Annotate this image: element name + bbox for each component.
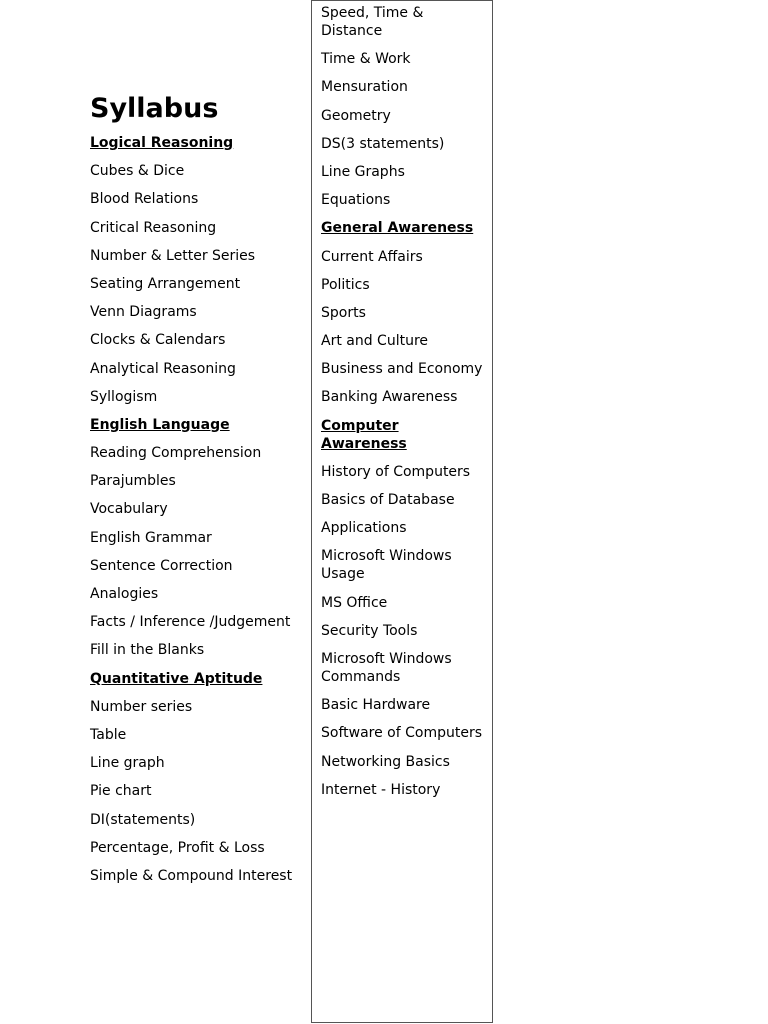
syllabus-topic: Basics of Database <box>321 492 455 508</box>
syllabus-left-column <box>90 88 305 895</box>
syllabus-topic: Microsoft Windows Commands <box>321 650 452 685</box>
syllabus-topic: DI(statements) <box>90 811 196 828</box>
syllabus-topic: Sports <box>321 304 366 321</box>
syllabus-topic: Current Affairs <box>321 248 423 265</box>
syllabus-topic: Parajumbles <box>90 473 176 490</box>
syllabus-topic: Simple & Compound Interest <box>90 867 293 884</box>
syllabus-topic: Venn Diagrams <box>90 304 197 321</box>
syllabus-topic: Software of Computers <box>321 725 482 742</box>
syllabus-topic: Internet - History <box>321 781 441 798</box>
syllabus-topic: Art and Culture <box>321 333 429 350</box>
syllabus-list-left <box>90 134 305 885</box>
syllabus-topic: History of Computers <box>321 463 471 480</box>
syllabus-topic: Business and Economy <box>321 361 483 378</box>
syllabus-right-column <box>311 0 493 1023</box>
section-heading: English Language <box>90 416 230 433</box>
syllabus-topic: Clocks & Calendars <box>90 332 226 349</box>
syllabus-topic: English Grammar <box>90 529 212 546</box>
syllabus-topic: Time & Work <box>321 51 411 68</box>
syllabus-topic: Microsoft Windows Usage <box>321 548 452 583</box>
syllabus-topic: Security Tools <box>321 622 418 639</box>
section-heading: Logical Reasoning <box>90 135 234 151</box>
syllabus-topic: Politics <box>321 276 370 293</box>
syllabus-topic: Geometry <box>321 107 391 124</box>
section-heading: Quantitative Aptitude <box>90 670 263 687</box>
syllabus-topic: Seating Arrangement <box>90 275 241 292</box>
syllabus-topic: DS(3 statements) <box>321 135 445 152</box>
syllabus-topic: Critical Reasoning <box>90 219 217 236</box>
syllabus-topic: Facts / Inference /Judgement <box>90 614 291 631</box>
syllabus-topic: Applications <box>321 520 407 537</box>
page-title: Syllabus <box>90 93 219 124</box>
syllabus-topic: Cubes & Dice <box>90 163 185 180</box>
syllabus-topic: Pie chart <box>90 783 152 800</box>
syllabus-topic: Equations <box>321 192 391 209</box>
syllabus-topic: Table <box>90 726 127 743</box>
syllabus-topic: Percentage, Profit & Loss <box>90 839 265 856</box>
syllabus-topic: Line graph <box>90 755 165 772</box>
section-heading: General Awareness <box>321 220 474 237</box>
syllabus-topic: Number & Letter Series <box>90 247 256 264</box>
syllabus-topic: Mensuration <box>321 79 408 96</box>
syllabus-topic: Fill in the Blanks <box>90 642 205 659</box>
syllabus-topic: Number series <box>90 698 193 715</box>
section-heading: Computer Awareness <box>321 417 407 452</box>
syllabus-topic: Vocabulary <box>90 501 168 518</box>
syllabus-topic: Speed, Time & Distance <box>321 5 424 39</box>
syllabus-topic: Analytical Reasoning <box>90 360 236 377</box>
syllabus-topic: Reading Comprehension <box>90 445 262 462</box>
syllabus-topic: Blood Relations <box>90 191 199 208</box>
syllabus-list-right <box>321 4 483 799</box>
syllabus-topic: MS Office <box>321 594 388 611</box>
syllabus-topic: Analogies <box>90 586 159 602</box>
syllabus-topic: Banking Awareness <box>321 389 458 406</box>
syllabus-topic: Networking Basics <box>321 753 450 770</box>
syllabus-topic: Basic Hardware <box>321 697 431 714</box>
syllabus-topic: Syllogism <box>90 388 158 405</box>
syllabus-topic: Sentence Correction <box>90 557 233 574</box>
syllabus-topic: Line Graphs <box>321 163 405 180</box>
